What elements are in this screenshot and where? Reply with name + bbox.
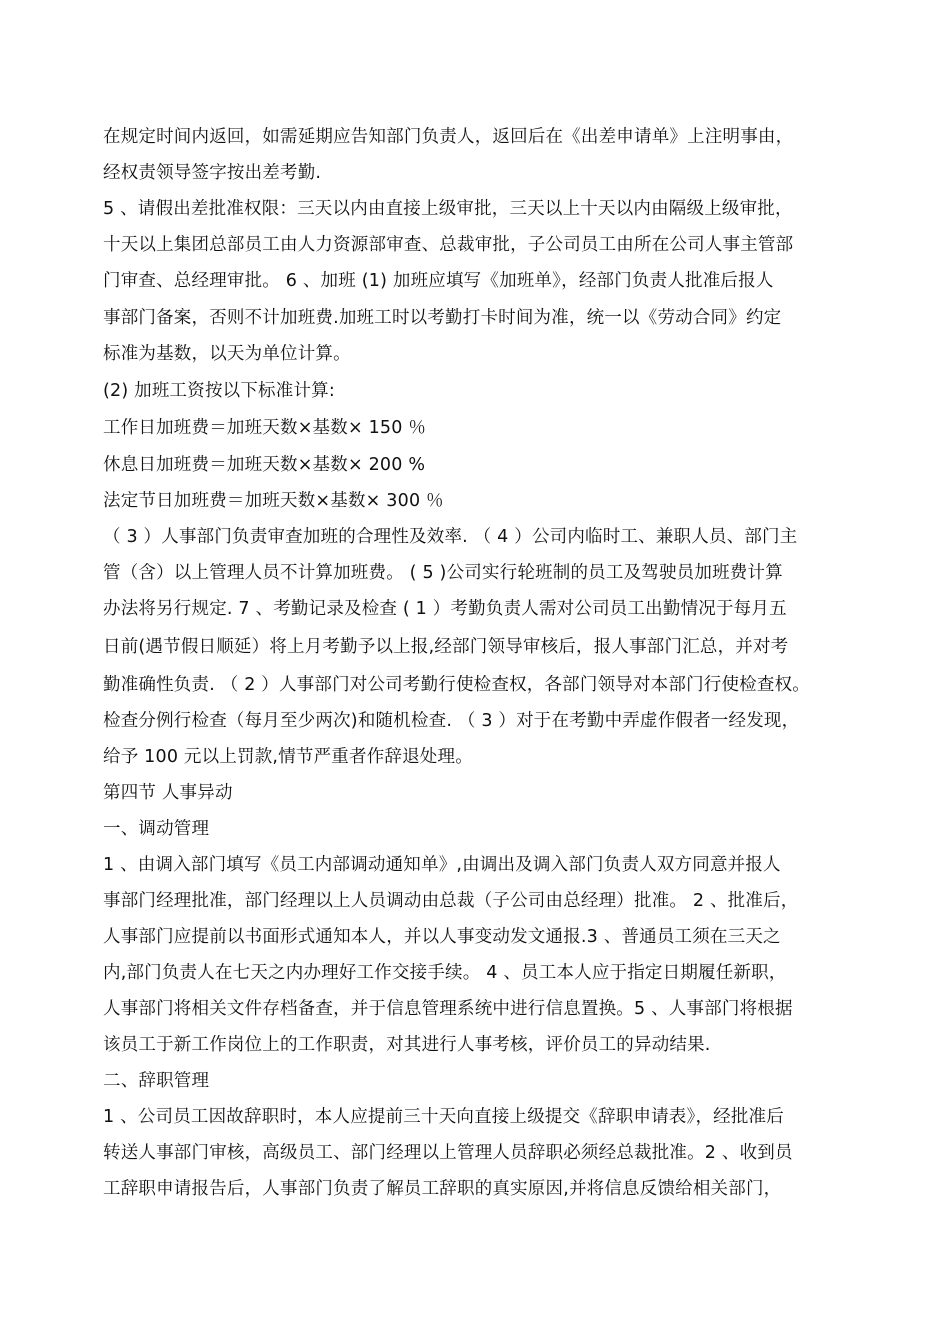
text-line: 十天以上集团总部员工由人力资源部审查、总裁审批，子公司员工由所在公司人事主管部 — [103, 235, 794, 255]
subsection-heading: 一、调动管理 — [103, 819, 210, 839]
text-line: 经权责领导签字按出差考勤. — [103, 163, 322, 183]
text-line: 工作日加班费＝加班天数×基数× 150 ％ — [103, 418, 427, 438]
text-line: 人事部门应提前以书面形式通知本人，并以人事变动发文通报.3 、普通员工须在三天之 — [103, 927, 781, 947]
text-line: 1 、由调入部门填写《员工内部调动通知单》,由调出及调入部门负责人双方同意并报人 — [103, 855, 781, 875]
text-line: 工辞职申请报告后，人事部门负责了解员工辞职的真实原因,并将信息反馈给相关部门， — [103, 1179, 782, 1199]
subsection-heading: 二、辞职管理 — [103, 1071, 210, 1091]
text-line: 在规定时间内返回，如需延期应告知部门负责人，返回后在《出差申请单》上注明事由， — [103, 127, 794, 147]
text-line: 门审查、总经理审批。 6 、加班 (1) 加班应填写《加班单》，经部门负责人批准后报人 — [103, 271, 774, 291]
text-line: 该员工于新工作岗位上的工作职责，对其进行人事考核，评价员工的异动结果. — [103, 1035, 711, 1055]
text-line: 5 、请假出差批准权限：三天以内由直接上级审批，三天以上十天以内由隔级上级审批， — [103, 199, 793, 219]
text-line: 转送人事部门审核，高级员工、部门经理以上管理人员辞职必须经总裁批准。2 、收到员 — [103, 1143, 793, 1163]
text-line: 法定节日加班费＝加班天数×基数× 300 ％ — [103, 491, 444, 511]
text-line: 给予 100 元以上罚款,情节严重者作辞退处理。 — [103, 747, 473, 767]
text-line: 休息日加班费＝加班天数×基数× 200 % — [103, 455, 426, 475]
text-line: 人事部门将相关文件存档备查，并于信息管理系统中进行信息置换。5 、人事部门将根据 — [103, 999, 793, 1019]
text-line: 内,部门负责人在七天之内办理好工作交接手续。 4 、员工本人应于指定日期履任新职， — [103, 963, 787, 983]
text-line: 1 、公司员工因故辞职时，本人应提前三十天向直接上级提交《辞职申请表》，经批准后 — [103, 1107, 784, 1127]
text-line: 日前(遇节假日顺延）将上月考勤予以上报,经部门领导审核后，报人事部门汇总，并对考 — [103, 637, 789, 657]
text-line: 事部门经理批准，部门经理以上人员调动由总裁（子公司由总经理）批准。 2 、批准后， — [103, 891, 799, 911]
text-line: 勤准确性负责. （ 2 ）人事部门对公司考勤行使检查权，各部门领导对本部门行使检查权。 — [103, 675, 810, 695]
text-line: 办法将另行规定. 7 、考勤记录及检查 ( 1 ）考勤负责人需对公司员工出勤情况于每月五 — [103, 599, 787, 619]
text-line: （ 3 ）人事部门负责审查加班的合理性及效率. （ 4 ）公司内临时工、兼职人员、部门主 — [103, 527, 798, 547]
section-heading: 第四节 人事异动 — [103, 783, 233, 803]
text-line: 事部门备案，否则不计加班费.加班工时以考勤打卡时间为准，统一以《劳动合同》约定 — [103, 308, 782, 328]
text-line: (2) 加班工资按以下标准计算: — [103, 381, 335, 401]
text-line: 检查分例行检查（每月至少两次)和随机检查. （ 3 ）对于在考勤中弄虚作假者一经发现， — [103, 711, 800, 731]
text-line: 管（含）以上管理人员不计算加班费。 ( 5 )公司实行轮班制的员工及驾驶员加班费计算 — [103, 563, 783, 583]
text-line: 标准为基数，以天为单位计算。 — [103, 344, 351, 364]
